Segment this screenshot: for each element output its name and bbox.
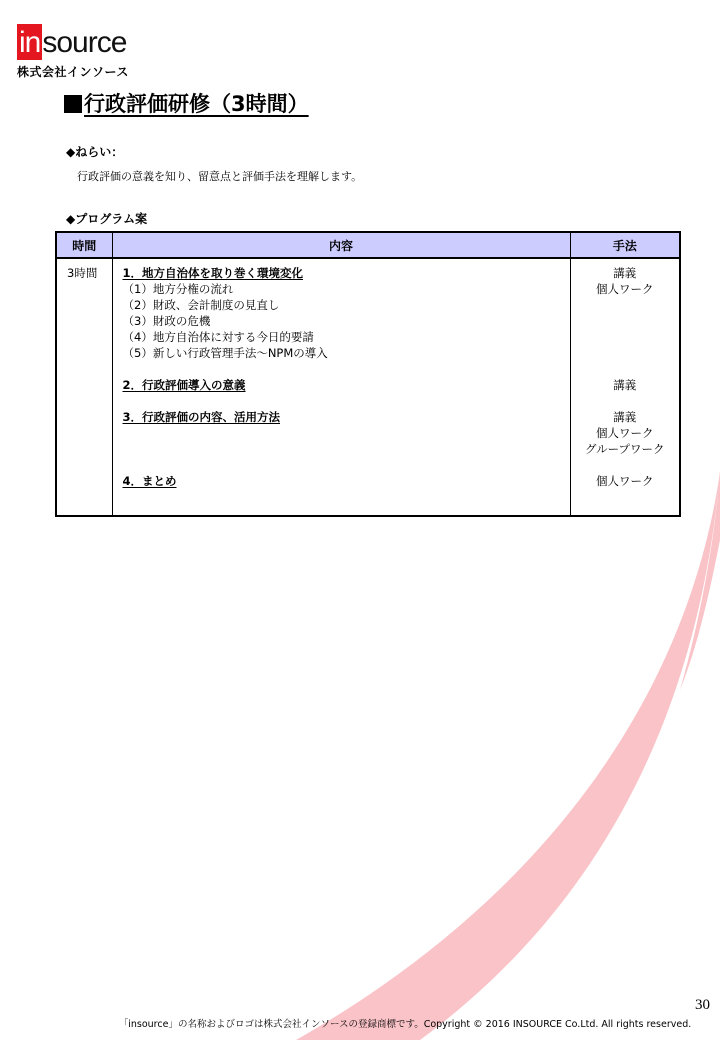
section-title: 3．行政評価の内容、活用方法 <box>122 410 281 424</box>
section-item: （5）新しい行政管理手法～NPMの導入 <box>122 346 328 360</box>
method-block <box>571 265 680 361</box>
header-time: 時間 <box>56 232 112 258</box>
aim-text: 行政評価の意義を知り、留意点と評価手法を理解します。 <box>77 170 363 183</box>
logo-in: in <box>19 26 41 59</box>
section-block <box>123 409 570 457</box>
section-block <box>123 377 570 393</box>
page-title-text: 行政評価研修（3時間） <box>84 92 309 116</box>
method-item: 個人ワーク <box>596 474 654 488</box>
method-item: 個人ワーク <box>596 426 654 440</box>
table-header-row <box>56 232 680 258</box>
section-title: 2．行政評価導入の意義 <box>122 378 246 392</box>
program-table <box>55 231 681 517</box>
logo-mark <box>17 22 147 60</box>
aim-heading: ◆ねらい： <box>66 145 124 159</box>
square-bullet-icon <box>64 95 82 113</box>
method-item: 講義 <box>613 410 637 424</box>
header-method: 手法 <box>570 232 680 258</box>
company-logo <box>17 22 147 78</box>
section-block <box>123 473 570 489</box>
method-block <box>571 473 680 489</box>
method-cell <box>570 258 680 516</box>
header-content: 内容 <box>112 232 570 258</box>
program-heading: ◆プログラム案 <box>66 212 148 226</box>
method-block <box>571 377 680 393</box>
method-item: 個人ワーク <box>596 282 654 296</box>
section-item: （4）地方自治体に対する今日的要請 <box>122 330 314 344</box>
section-item: （2）財政、会計制度の見直し <box>122 298 280 312</box>
copyright-notice: 「insource」の名称およびロゴは株式会社インソースの登録商標です。Copyright © 2016 INSOURCE Co.Ltd. All rights reserved. <box>118 1019 692 1030</box>
section-title: 4．まとめ <box>122 474 177 488</box>
method-item: グループワーク <box>584 442 665 456</box>
content-cell <box>112 258 570 516</box>
time-cell: 3時間 <box>56 258 112 516</box>
method-item: 講義 <box>613 378 637 392</box>
section-item: （3）財政の危機 <box>122 314 211 328</box>
page-number: 30 <box>695 997 710 1013</box>
company-name: 株式会社インソース <box>17 65 129 79</box>
section-title: 1．地方自治体を取り巻く環境変化 <box>122 266 303 280</box>
page-title <box>64 88 309 118</box>
section-item: （1）地方分権の流れ <box>122 282 234 296</box>
method-block <box>571 409 680 457</box>
section-block <box>123 265 570 361</box>
table-row <box>56 258 680 516</box>
logo-source: source <box>42 26 127 59</box>
method-item: 講義 <box>613 266 637 280</box>
